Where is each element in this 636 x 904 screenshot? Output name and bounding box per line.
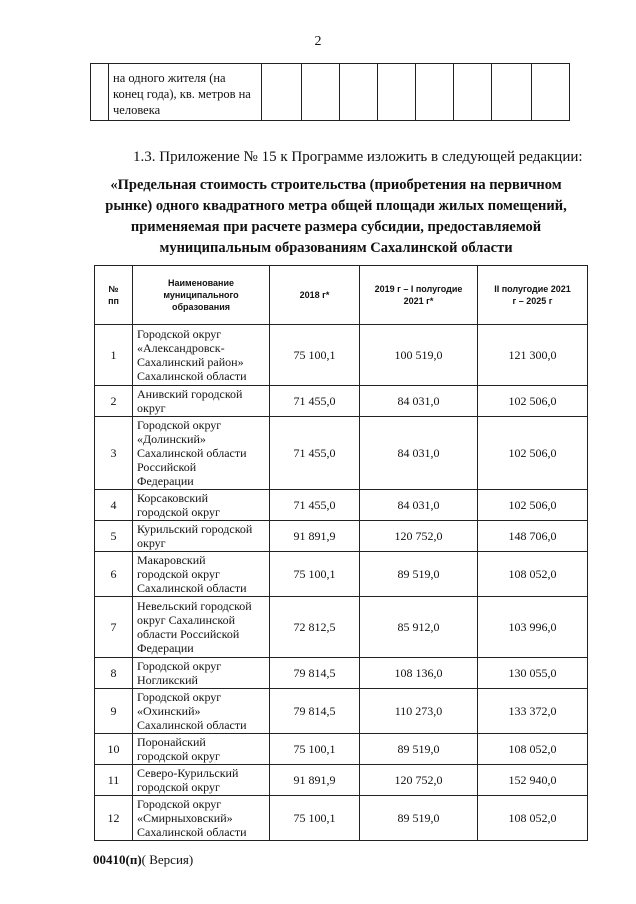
fragment-line: конец года), кв. метров на [113, 87, 251, 101]
heading-line: применяемая при расчете размера субсидии, предоставляемой [130, 219, 542, 235]
value-2018: 75 100,1 [270, 552, 360, 597]
table-row [95, 689, 588, 734]
value-2018: 71 455,0 [270, 417, 360, 490]
value-2018: 91 891,9 [270, 521, 360, 552]
value-2019-2021: 108 136,0 [360, 658, 478, 689]
fragment-cell-empty [340, 64, 378, 121]
value-2018: 75 100,1 [270, 734, 360, 765]
municipality-name-line: «Долинский» [137, 432, 206, 446]
municipality-name-line: Федерации [137, 641, 194, 655]
table-row [95, 765, 588, 796]
value-2018: 75 100,1 [270, 796, 360, 841]
header-2019-2021: 2019 г – I полугодие 2021 г* [360, 266, 478, 325]
document-footer [93, 852, 193, 868]
row-number: 4 [95, 490, 133, 521]
value-2019-2021: 110 273,0 [360, 689, 478, 734]
row-number: 5 [95, 521, 133, 552]
table-row [95, 658, 588, 689]
municipality-name [133, 796, 270, 841]
municipality-name-line: городской округ [137, 567, 220, 581]
municipality-name-line: Сахалинской области [137, 446, 247, 460]
table-header-row [95, 266, 588, 325]
table-row [95, 386, 588, 417]
value-2021-2025: 108 052,0 [478, 552, 588, 597]
municipality-name-line: Анивский городской [137, 387, 243, 401]
municipality-name [133, 597, 270, 658]
municipality-name-line: области Российской [137, 627, 240, 641]
header-number: № пп [95, 266, 133, 325]
value-2019-2021: 85 912,0 [360, 597, 478, 658]
row-number: 3 [95, 417, 133, 490]
value-2018: 71 455,0 [270, 490, 360, 521]
row-number: 12 [95, 796, 133, 841]
municipality-name [133, 521, 270, 552]
value-2018: 91 891,9 [270, 765, 360, 796]
fragment-cell-empty [454, 64, 492, 121]
header-municipality: Наименование муниципального образования [133, 266, 270, 325]
value-2021-2025: 102 506,0 [478, 386, 588, 417]
municipality-name-line: Макаровский [137, 553, 206, 567]
fragment-cell-empty [532, 64, 570, 121]
municipality-name-line: Северо-Курильский [137, 766, 239, 780]
municipality-name-line: округ [137, 536, 166, 550]
fragment-cell-empty [262, 64, 302, 121]
municipality-name [133, 490, 270, 521]
fragment-line: человека [113, 103, 161, 117]
fragment-cell-empty [416, 64, 454, 121]
municipality-name-line: Сахалинской области [137, 369, 247, 383]
municipality-name-line: «Александровск- [137, 341, 225, 355]
row-number: 10 [95, 734, 133, 765]
table-row [95, 734, 588, 765]
municipality-name-line: округ Сахалинской [137, 613, 235, 627]
value-2018: 71 455,0 [270, 386, 360, 417]
row-number: 11 [95, 765, 133, 796]
row-number: 1 [95, 325, 133, 386]
municipality-name-line: Курильский городской [137, 522, 253, 536]
table-row [95, 597, 588, 658]
municipality-name [133, 325, 270, 386]
value-2021-2025: 152 940,0 [478, 765, 588, 796]
municipality-name-line: Корсаковский [137, 491, 209, 505]
value-2021-2025: 130 055,0 [478, 658, 588, 689]
table-row [95, 552, 588, 597]
document-code: 00410(п) [93, 852, 142, 867]
municipality-name-line: Российской [137, 460, 197, 474]
value-2018: 72 812,5 [270, 597, 360, 658]
municipality-name [133, 552, 270, 597]
row-number: 6 [95, 552, 133, 597]
table-row [95, 417, 588, 490]
row-number: 2 [95, 386, 133, 417]
value-2018: 75 100,1 [270, 325, 360, 386]
value-2019-2021: 84 031,0 [360, 490, 478, 521]
value-2021-2025: 121 300,0 [478, 325, 588, 386]
value-2018: 79 814,5 [270, 689, 360, 734]
municipality-name [133, 734, 270, 765]
value-2021-2025: 133 372,0 [478, 689, 588, 734]
municipality-name-line: Ногликский [137, 673, 198, 687]
fragment-cell-empty [492, 64, 532, 121]
municipality-name-line: городской округ [137, 749, 220, 763]
value-2019-2021: 84 031,0 [360, 386, 478, 417]
value-2019-2021: 120 752,0 [360, 765, 478, 796]
table-row [95, 325, 588, 386]
value-2021-2025: 102 506,0 [478, 490, 588, 521]
municipality-name-line: Городской округ [137, 690, 222, 704]
fragment-cell-empty [302, 64, 340, 121]
municipality-name-line: Городской округ [137, 659, 222, 673]
fragment-cell-empty [378, 64, 416, 121]
table-row [95, 796, 588, 841]
municipality-name [133, 689, 270, 734]
municipality-name-line: Федерации [137, 474, 194, 488]
table-heading [96, 175, 576, 259]
municipality-name [133, 417, 270, 490]
municipality-name-line: «Смирныховский» [137, 811, 233, 825]
value-2019-2021: 89 519,0 [360, 734, 478, 765]
municipality-name-line: округ [137, 401, 166, 415]
row-number: 7 [95, 597, 133, 658]
municipality-name-line: Сахалинской области [137, 718, 247, 732]
value-2018: 79 814,5 [270, 658, 360, 689]
value-2021-2025: 103 996,0 [478, 597, 588, 658]
municipality-name [133, 386, 270, 417]
municipality-name-line: «Охинский» [137, 704, 201, 718]
value-2019-2021: 84 031,0 [360, 417, 478, 490]
heading-line: муниципальным образованиям Сахалинской области [159, 240, 513, 256]
page-number: 2 [314, 34, 322, 49]
header-2021-2025: II полугодие 2021 г – 2025 г [478, 266, 588, 325]
value-2019-2021: 120 752,0 [360, 521, 478, 552]
table-row [95, 521, 588, 552]
amendment-instruction: 1.3. Приложение № 15 к Программе изложить в следующей редакции: [133, 149, 583, 165]
value-2019-2021: 100 519,0 [360, 325, 478, 386]
municipality-name-line: городской округ [137, 505, 220, 519]
municipality-name-line: Невельский городской [137, 599, 252, 613]
municipality-name-line: Городской округ [137, 797, 222, 811]
continuation-table-fragment [90, 63, 570, 121]
cost-table [94, 265, 588, 841]
header-2018: 2018 г* [270, 266, 360, 325]
row-number: 9 [95, 689, 133, 734]
municipality-name-line: городской округ [137, 780, 220, 794]
row-number: 8 [95, 658, 133, 689]
value-2019-2021: 89 519,0 [360, 796, 478, 841]
value-2021-2025: 108 052,0 [478, 796, 588, 841]
fragment-indicator-text [109, 64, 262, 121]
municipality-name-line: Сахалинской области [137, 581, 247, 595]
heading-line: «Предельная стоимость строительства (приобретения на первичном [110, 177, 562, 193]
municipality-name-line: Сахалинский район» [137, 355, 244, 369]
municipality-name [133, 658, 270, 689]
value-2021-2025: 148 706,0 [478, 521, 588, 552]
value-2021-2025: 102 506,0 [478, 417, 588, 490]
heading-line: рынке) одного квадратного метра общей площади жилых помещений, [105, 198, 567, 214]
fragment-line: на одного жителя (на [113, 71, 226, 85]
municipality-name-line: Поронайский [137, 735, 206, 749]
fragment-cell-empty [91, 64, 109, 121]
table-row [95, 490, 588, 521]
document-version: ( Версия) [141, 852, 194, 867]
municipality-name-line: Городской округ [137, 418, 222, 432]
value-2021-2025: 108 052,0 [478, 734, 588, 765]
value-2019-2021: 89 519,0 [360, 552, 478, 597]
municipality-name [133, 765, 270, 796]
municipality-name-line: Городской округ [137, 327, 222, 341]
municipality-name-line: Сахалинской области [137, 825, 247, 839]
